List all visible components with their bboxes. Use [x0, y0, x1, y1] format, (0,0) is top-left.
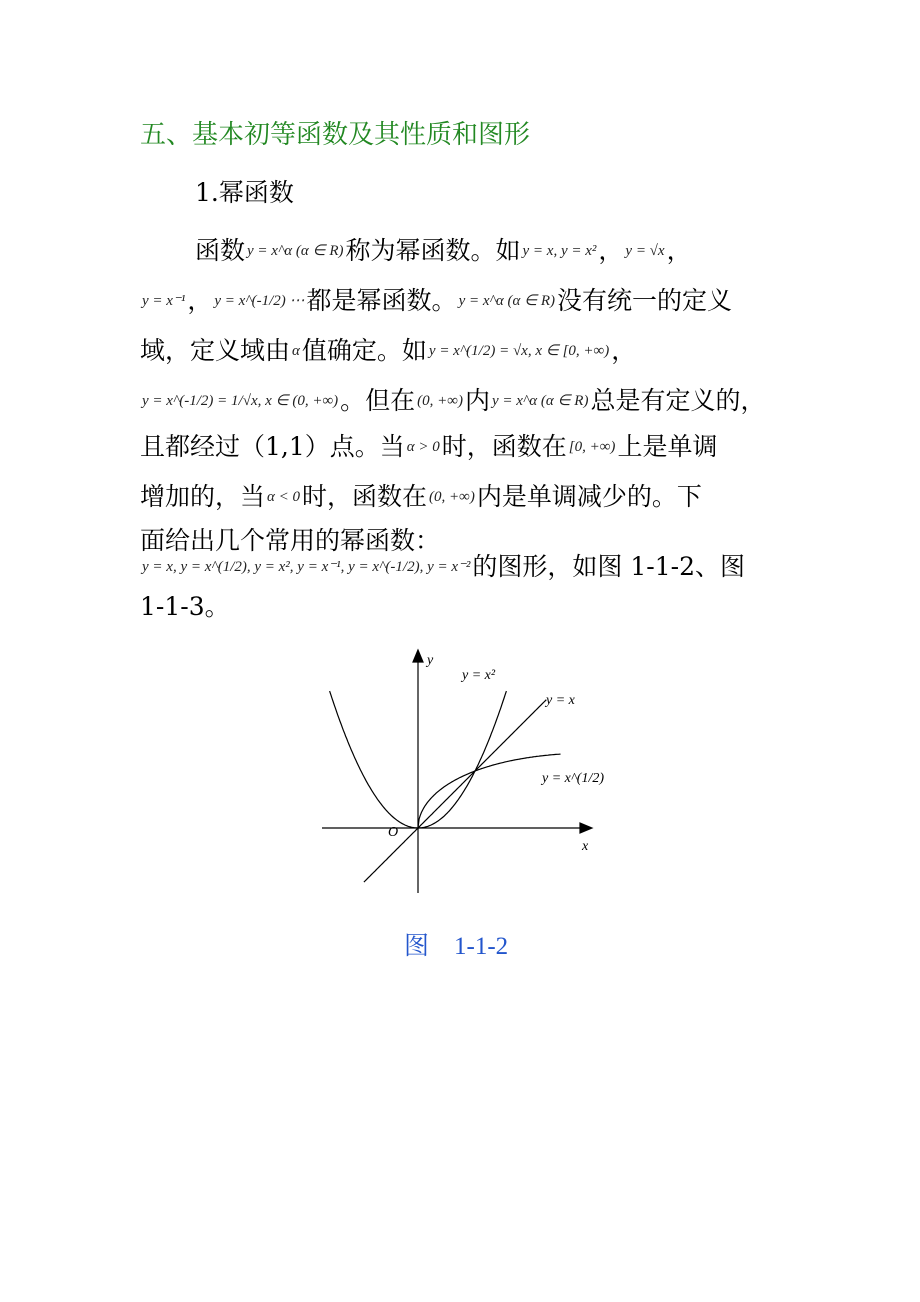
math-expression: α > 0 [406, 439, 440, 455]
curve-y-x [364, 700, 546, 882]
math-expression: y = x^α (α ∈ R) [247, 243, 344, 259]
text-run: 且都经过（1,1）点。当 [140, 432, 405, 461]
origin-label: O [388, 825, 399, 840]
math-expression: y = x, y = x^(1/2), y = x², y = x⁻¹, y = x^(-1/2), y = x⁻² [142, 559, 471, 575]
text-run: 没有统一的定义 [557, 286, 733, 315]
text-run: 称为幂函数。如 [345, 236, 521, 265]
text-run: 1-1-3。 [140, 592, 230, 621]
curve-y-sqrt-x [418, 754, 561, 828]
text-run: ， [611, 336, 637, 365]
math-expression: α < 0 [267, 489, 301, 505]
text-run: 。但在 [340, 386, 416, 415]
math-expression: y = x^(1/2) = √x, x ∈ [0, +∞) [428, 343, 610, 359]
math-expression: y = x^α (α ∈ R) [491, 393, 589, 409]
math-expression: α [292, 343, 300, 359]
label-y-x-squared: y = x² [462, 668, 496, 683]
section-heading: 五、基本初等函数及其性质和图形 [140, 120, 531, 150]
text-run: 总是有定义的， [590, 386, 766, 415]
text-run: ， [187, 286, 213, 315]
math-expression: y = x⁻¹ [142, 293, 186, 309]
math-expression: (0, +∞) [429, 489, 475, 505]
math-expression: (0, +∞) [417, 393, 463, 409]
text-run: 域，定义域由 [140, 336, 291, 365]
text-run: 内是单调减少的。下 [476, 482, 702, 511]
label-y-x: y = x [546, 693, 575, 708]
subsection-heading: 1.幂函数 [195, 178, 294, 207]
text-run: 内 [464, 386, 490, 415]
math-expression: [0, +∞) [568, 439, 616, 455]
y-axis-arrow [413, 650, 423, 662]
text-run: 时，函数在 [441, 432, 567, 461]
text-run: 函数 [195, 236, 246, 265]
figure-caption: 图 1-1-2 [404, 933, 509, 960]
text-run: 时，函数在 [302, 482, 428, 511]
text-run: ， [598, 236, 624, 265]
math-expression: y = x^α (α ∈ R) [458, 293, 556, 309]
math-expression: y = √x [625, 243, 665, 259]
text-run: ， [666, 236, 692, 265]
text-run: 都是幂函数。 [306, 286, 457, 315]
math-expression: y = x^(-1/2) = 1/√x, x ∈ (0, +∞) [142, 393, 339, 409]
math-expression: y = x, y = x² [522, 243, 597, 259]
label-y-sqrt-x: y = x^(1/2) [542, 771, 604, 786]
y-axis-label: y [427, 653, 434, 668]
x-axis-label: x [582, 839, 589, 854]
text-run: 面给出几个常用的幂函数： [140, 526, 441, 555]
text-run: 值确定。如 [301, 336, 427, 365]
x-axis-arrow [580, 823, 592, 833]
math-expression: y = x^(-1/2) ⋯ [214, 293, 305, 309]
text-run: 上是单调 [617, 432, 718, 461]
text-run: 的图形，如图 1-1-2、图 [472, 552, 745, 581]
text-run: 增加的，当 [140, 482, 266, 511]
